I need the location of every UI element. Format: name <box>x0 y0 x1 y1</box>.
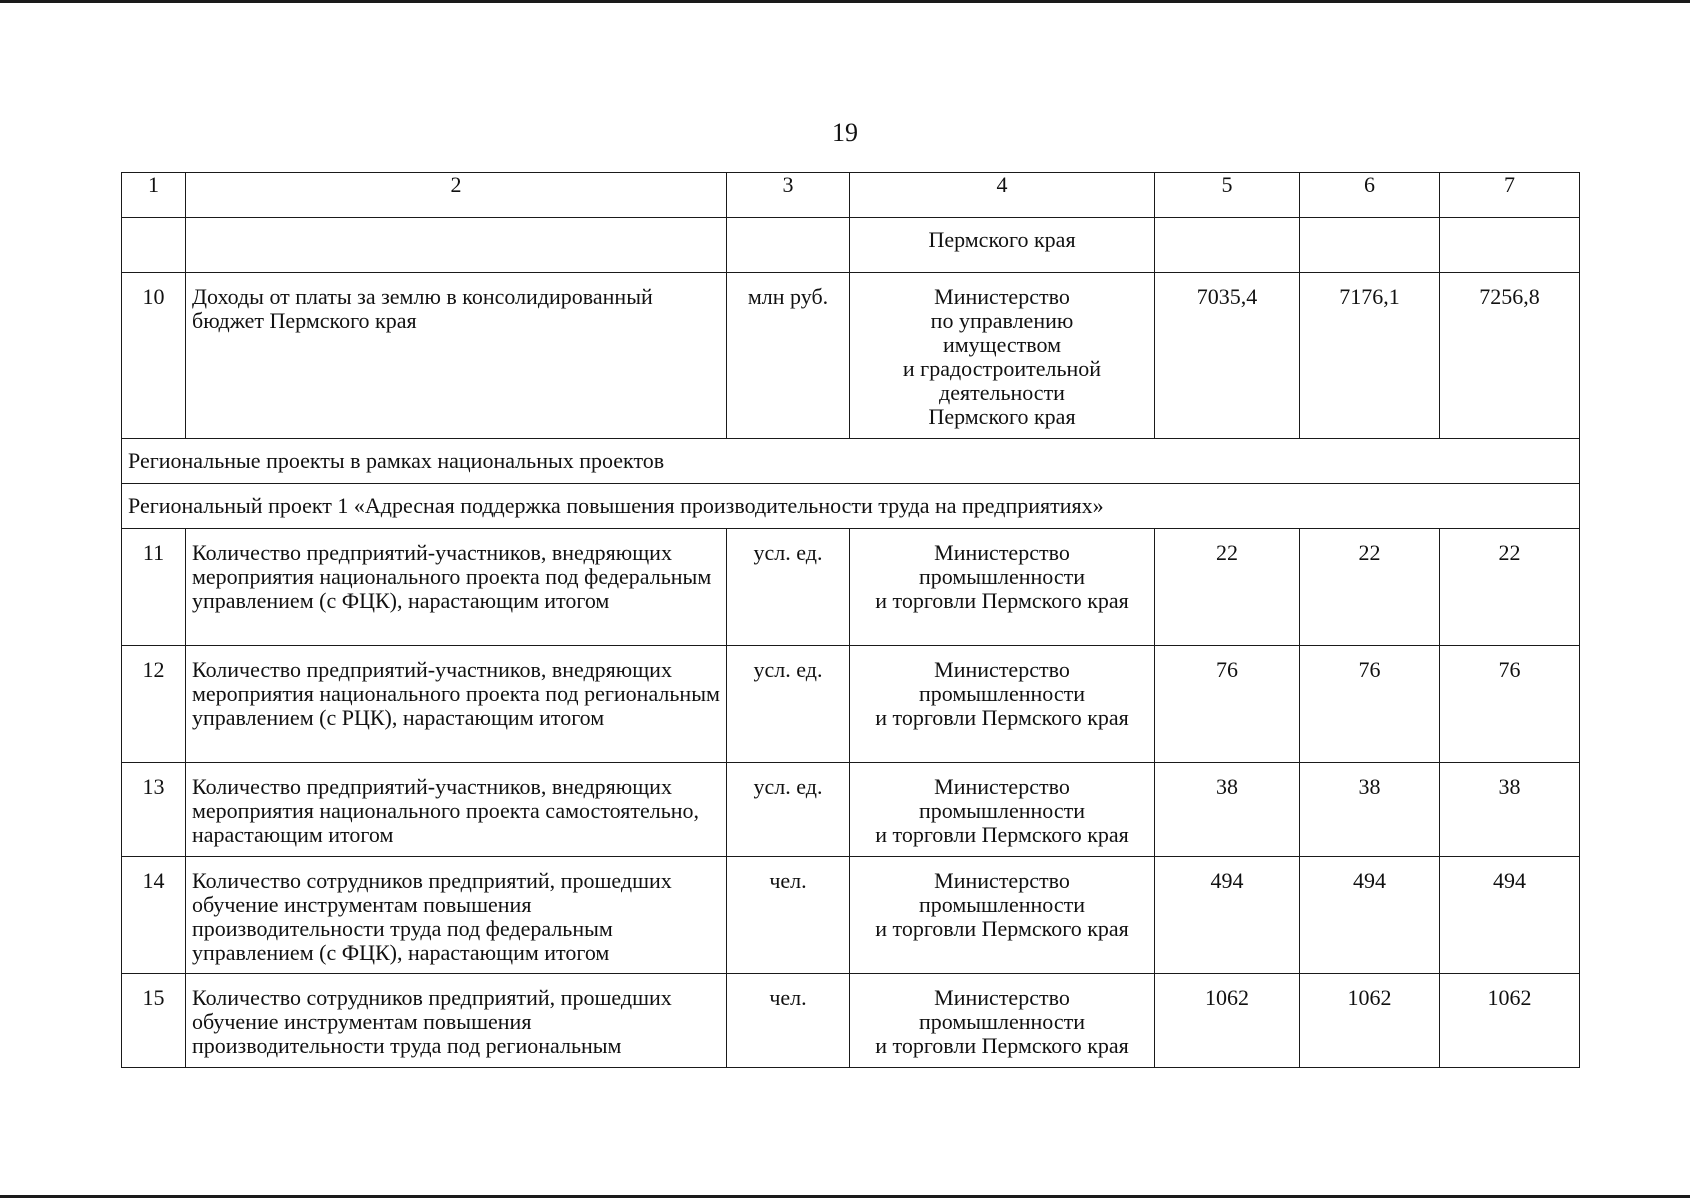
responsible: Министерство по управлению имуществом и градостроительной деятельности Пермского края <box>850 273 1155 439</box>
value-col7: 1062 <box>1440 974 1580 1068</box>
column-number: 3 <box>727 173 850 218</box>
value-col5: 22 <box>1155 529 1300 646</box>
value-col5: 7035,4 <box>1155 273 1300 439</box>
table-row <box>122 974 1580 1068</box>
table-row <box>122 646 1580 763</box>
section-row <box>122 484 1580 529</box>
column-number: 1 <box>122 173 186 218</box>
page-number: 19 <box>832 118 858 147</box>
table-row <box>122 857 1580 974</box>
row-number: 11 <box>122 529 186 646</box>
indicator-name: Количество предприятий-участников, внедряющих мероприятия национального проекта под региональным управлением (с РЦК), нарастающим итогом <box>186 646 727 763</box>
unit: усл. ед. <box>727 646 850 763</box>
table-row <box>122 273 1580 439</box>
column-number: 5 <box>1155 173 1300 218</box>
value-col7: 494 <box>1440 857 1580 974</box>
unit: усл. ед. <box>727 763 850 857</box>
indicators-table <box>121 172 1580 1068</box>
value-col5: 38 <box>1155 763 1300 857</box>
row-number: 13 <box>122 763 186 857</box>
row-number: 10 <box>122 273 186 439</box>
cell-empty <box>186 218 727 273</box>
value-col6: 22 <box>1300 529 1440 646</box>
responsible: Министерство промышленности и торговли Пермского края <box>850 974 1155 1068</box>
cell-empty <box>727 218 850 273</box>
section-row <box>122 439 1580 484</box>
cell-empty <box>1440 218 1580 273</box>
column-number: 6 <box>1300 173 1440 218</box>
indicator-name: Количество предприятий-участников, внедряющих мероприятия национального проекта самостоятельно, нарастающим итогом <box>186 763 727 857</box>
value-col5: 494 <box>1155 857 1300 974</box>
scan-bottom-border <box>0 1195 1690 1198</box>
value-col6: 38 <box>1300 763 1440 857</box>
section-title: Региональный проект 1 «Адресная поддержка повышения производительности труда на предприятиях» <box>122 484 1580 529</box>
scan-top-border <box>0 0 1690 3</box>
indicator-name: Количество предприятий-участников, внедряющих мероприятия национального проекта под федеральным управлением (с ФЦК), нарастающим итогом <box>186 529 727 646</box>
value-col6: 494 <box>1300 857 1440 974</box>
value-col7: 38 <box>1440 763 1580 857</box>
value-col7: 76 <box>1440 646 1580 763</box>
column-number-header-row <box>122 173 1580 218</box>
responsible: Министерство промышленности и торговли Пермского края <box>850 646 1155 763</box>
value-col5: 76 <box>1155 646 1300 763</box>
indicator-name: Доходы от платы за землю в консолидированный бюджет Пермского края <box>186 273 727 439</box>
continuation-row <box>122 218 1580 273</box>
row-number: 15 <box>122 974 186 1068</box>
unit: усл. ед. <box>727 529 850 646</box>
responsible: Министерство промышленности и торговли Пермского края <box>850 529 1155 646</box>
section-title: Региональные проекты в рамках национальных проектов <box>122 439 1580 484</box>
table-row <box>122 529 1580 646</box>
column-number: 2 <box>186 173 727 218</box>
column-number: 4 <box>850 173 1155 218</box>
value-col5: 1062 <box>1155 974 1300 1068</box>
responsible-continuation: Пермского края <box>850 218 1155 273</box>
value-col7: 7256,8 <box>1440 273 1580 439</box>
cell-empty <box>1155 218 1300 273</box>
responsible: Министерство промышленности и торговли Пермского края <box>850 857 1155 974</box>
value-col7: 22 <box>1440 529 1580 646</box>
indicator-name: Количество сотрудников предприятий, прошедших обучение инструментам повышения производительности труда под федеральным управлением (с ФЦК), нарастающим итогом <box>186 857 727 974</box>
responsible: Министерство промышленности и торговли Пермского края <box>850 763 1155 857</box>
column-number: 7 <box>1440 173 1580 218</box>
indicator-name: Количество сотрудников предприятий, прошедших обучение инструментам повышения производительности труда под региональным <box>186 974 727 1068</box>
cell-empty <box>122 218 186 273</box>
table-row <box>122 763 1580 857</box>
unit: чел. <box>727 974 850 1068</box>
value-col6: 1062 <box>1300 974 1440 1068</box>
unit: млн руб. <box>727 273 850 439</box>
cell-empty <box>1300 218 1440 273</box>
value-col6: 76 <box>1300 646 1440 763</box>
row-number: 14 <box>122 857 186 974</box>
row-number: 12 <box>122 646 186 763</box>
unit: чел. <box>727 857 850 974</box>
value-col6: 7176,1 <box>1300 273 1440 439</box>
